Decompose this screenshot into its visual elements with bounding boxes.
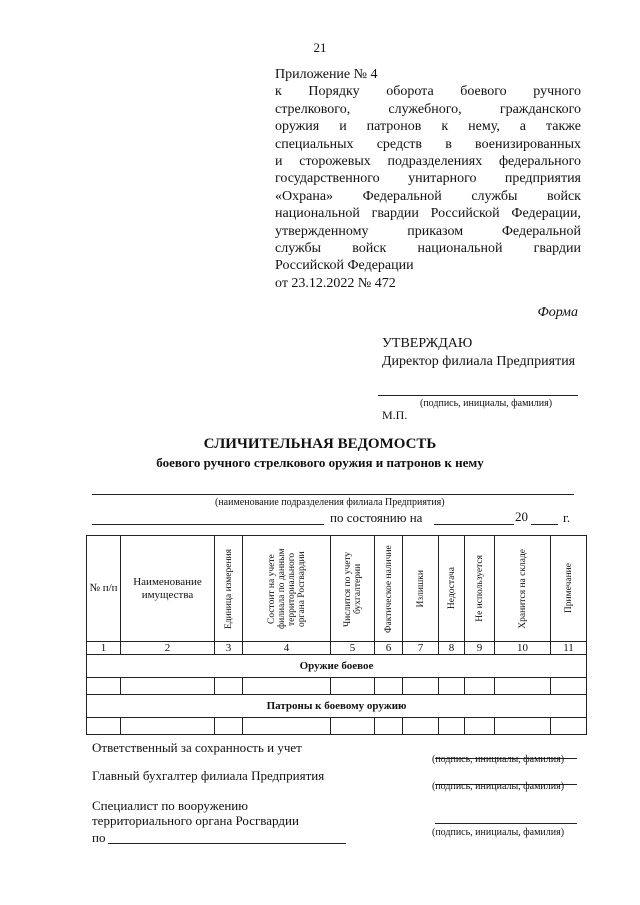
specialist-region-line xyxy=(108,843,346,844)
subdivision-line xyxy=(92,494,574,495)
appendix-line: службы войск национальной гвардии xyxy=(275,241,581,257)
cell[interactable] xyxy=(403,718,439,735)
cell[interactable] xyxy=(243,718,331,735)
col-header: Излишки xyxy=(415,569,426,608)
col-header: Фактическое наличие xyxy=(383,544,394,633)
col-number: 4 xyxy=(243,642,331,655)
accountant-label: Главный бухгалтер филиала Предприятия xyxy=(92,768,325,783)
specialist-label-line2: территориального органа Росгвардии xyxy=(92,813,299,828)
specialist-po-label: по xyxy=(92,830,106,845)
specialist-signature-line xyxy=(435,823,577,824)
appendix-block xyxy=(275,66,581,292)
blank-line xyxy=(92,524,324,525)
form-label: Форма xyxy=(537,305,578,320)
section-row xyxy=(87,655,587,678)
col-header-cell xyxy=(375,536,403,642)
appendix-line: «Охрана» Федеральной службы войск xyxy=(275,188,581,204)
document-title: СЛИЧИТЕЛЬНАЯ ВЕДОМОСТЬ xyxy=(203,436,437,452)
appendix-line: утвержденному приказом Федеральной xyxy=(275,223,581,239)
col-header: Недостача xyxy=(446,567,457,610)
year-suffix: г. xyxy=(563,510,571,525)
col-header: Единица измерения xyxy=(223,548,234,629)
date-line xyxy=(434,524,514,525)
col-header: Хранится на складе xyxy=(517,548,528,629)
col-header: № п/п xyxy=(87,536,121,642)
cell[interactable] xyxy=(87,678,121,695)
col-header-cell xyxy=(331,536,375,642)
cell[interactable] xyxy=(439,718,465,735)
section-cartridges: Патроны к боевому оружию xyxy=(87,695,587,718)
approve-signature-caption: (подпись, инициалы, фамилия) xyxy=(420,398,553,409)
col-header: Примечание xyxy=(563,563,574,614)
specialist-label-line1: Специалист по вооружению xyxy=(92,798,248,813)
subdivision-caption: (наименование подразделения филиала Предприятия) xyxy=(215,497,445,508)
appendix-date: от 23.12.2022 № 472 xyxy=(275,275,396,291)
table-header-row xyxy=(87,536,587,642)
col-header-cell xyxy=(439,536,465,642)
appendix-line: оружия и патронов к нему, а также xyxy=(275,119,581,135)
appendix-line: к Порядку оборота боевого ручного xyxy=(275,84,581,100)
col-header-cell xyxy=(495,536,551,642)
col-header: Наименование имущества xyxy=(121,536,215,642)
cell[interactable] xyxy=(495,678,551,695)
cell[interactable] xyxy=(215,718,243,735)
approval-block xyxy=(382,335,575,371)
col-header: Числится по учету бухгалтерии xyxy=(342,550,363,627)
col-number: 5 xyxy=(331,642,375,655)
col-number: 11 xyxy=(551,642,587,655)
year-prefix: 20 xyxy=(515,509,528,524)
approve-position: Директор филиала Предприятия xyxy=(382,354,576,369)
cell[interactable] xyxy=(403,678,439,695)
col-header: Не используется xyxy=(474,555,485,622)
col-header-cell xyxy=(215,536,243,642)
col-header-cell xyxy=(403,536,439,642)
appendix-line: национальной гвардии Российской Федерации, xyxy=(275,206,581,222)
appendix-title: Приложение № 4 xyxy=(275,67,378,82)
page-number: 21 xyxy=(313,40,327,55)
col-header-cell xyxy=(465,536,495,642)
col-number: 3 xyxy=(215,642,243,655)
col-number: 10 xyxy=(495,642,551,655)
appendix-line: и сторожевых подразделениях федерального xyxy=(275,154,581,170)
year-line xyxy=(531,524,558,525)
cell[interactable] xyxy=(87,718,121,735)
cell[interactable] xyxy=(215,678,243,695)
statement-table xyxy=(86,535,587,735)
col-header: Состоит на учете филиала по данным территориального органа Росгвардии xyxy=(266,548,307,629)
responsible-signature-caption: (подпись, инициалы, фамилия) xyxy=(432,754,565,765)
document-subtitle: боевого ручного стрелкового оружия и патронов к нему xyxy=(156,455,484,470)
as-of-label: по состоянию на xyxy=(330,510,423,525)
approve-signature-line xyxy=(378,395,578,396)
cell[interactable] xyxy=(121,718,215,735)
col-header-cell xyxy=(243,536,331,642)
table-row xyxy=(87,718,587,735)
col-number: 2 xyxy=(121,642,215,655)
accountant-signature-caption: (подпись, инициалы, фамилия) xyxy=(432,781,565,792)
appendix-line: специальных средств в военизированных xyxy=(275,136,581,152)
stamp-place: М.П. xyxy=(382,408,408,422)
cell[interactable] xyxy=(331,678,375,695)
appendix-line: стрелкового, служебного, гражданского xyxy=(275,101,581,117)
cell[interactable] xyxy=(495,718,551,735)
cell[interactable] xyxy=(465,718,495,735)
section-row xyxy=(87,695,587,718)
col-number: 7 xyxy=(403,642,439,655)
col-number: 8 xyxy=(439,642,465,655)
approve-word: УТВЕРЖДАЮ xyxy=(382,336,473,351)
cell[interactable] xyxy=(331,718,375,735)
specialist-signature-caption: (подпись, инициалы, фамилия) xyxy=(432,827,565,838)
col-number: 9 xyxy=(465,642,495,655)
column-number-row xyxy=(87,642,587,655)
cell[interactable] xyxy=(551,718,587,735)
cell[interactable] xyxy=(375,718,403,735)
table-row xyxy=(87,678,587,695)
cell[interactable] xyxy=(439,678,465,695)
cell[interactable] xyxy=(551,678,587,695)
col-header-cell xyxy=(551,536,587,642)
responsible-label: Ответственный за сохранность и учет xyxy=(92,740,302,755)
cell[interactable] xyxy=(243,678,331,695)
appendix-line: Российской Федерации xyxy=(275,258,414,274)
cell[interactable] xyxy=(465,678,495,695)
appendix-line: государственного унитарного предприятия xyxy=(275,171,581,187)
cell[interactable] xyxy=(375,678,403,695)
col-number: 1 xyxy=(87,642,121,655)
col-number: 6 xyxy=(375,642,403,655)
cell[interactable] xyxy=(121,678,215,695)
section-weapons: Оружие боевое xyxy=(87,655,587,678)
